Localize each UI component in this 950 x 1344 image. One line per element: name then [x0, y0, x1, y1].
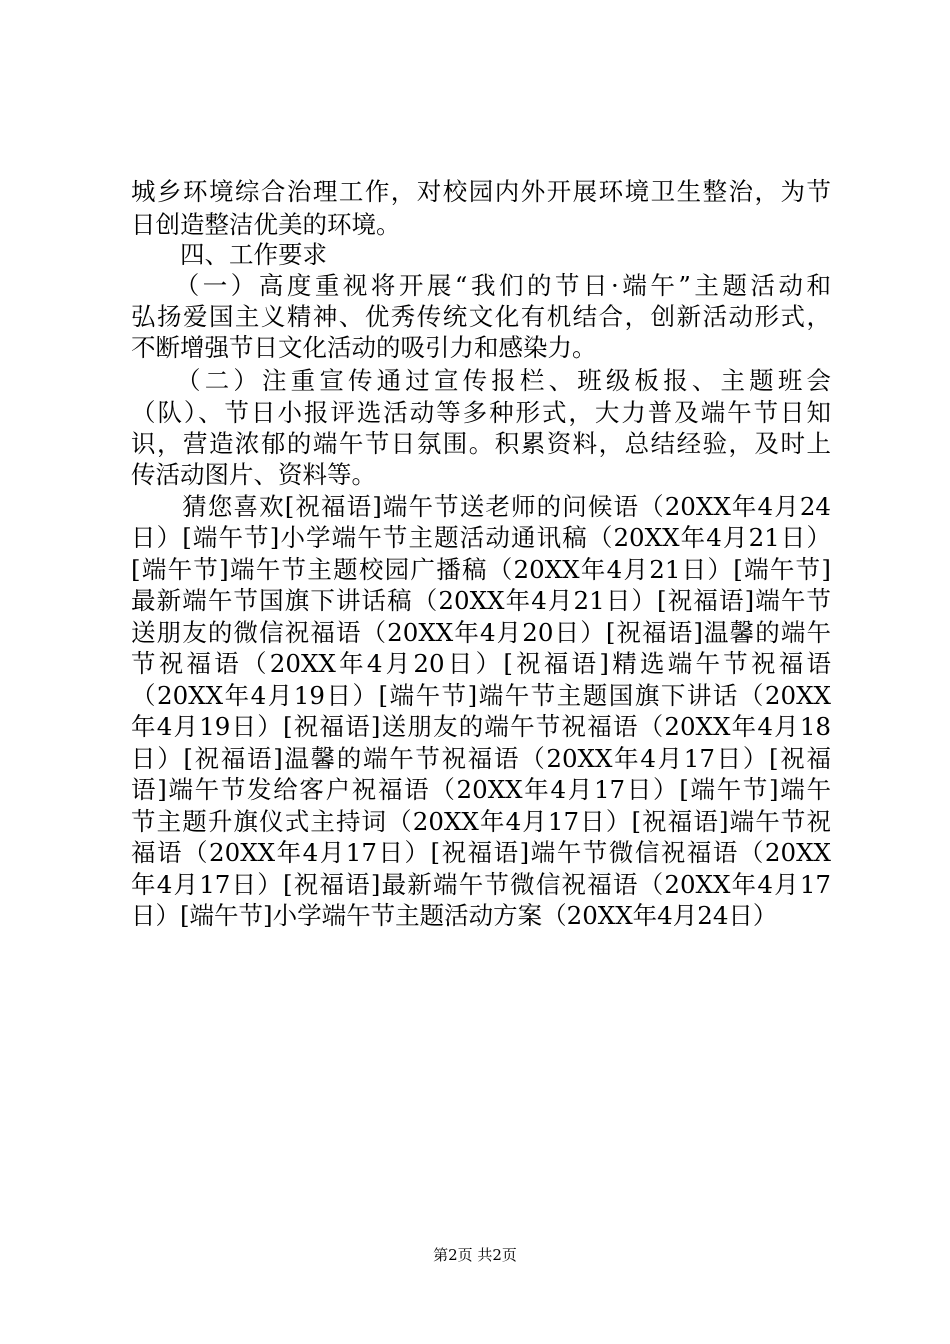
body-line: 日创造整洁优美的环境。 [131, 210, 401, 239]
related-articles-line: （20XX年4月19日）[端午节]端午节主题国旗下讲话（20XX [131, 681, 831, 710]
body-line: 弘扬爱国主义精神、优秀传统文化有机结合，创新活动形式， [131, 302, 831, 331]
section-heading: 四、工作要求 [131, 240, 327, 269]
related-articles-line: 语]端午节发给客户祝福语（20XX年4月17日）[端午节]端午 [131, 775, 831, 804]
body-line: 识，营造浓郁的端午节日氛围。积累资料，总结经验，及时上 [131, 429, 831, 458]
body-line: （二）注重宣传通过宣传报栏、班级板报、主题班会 [131, 366, 831, 395]
related-articles-line: 日）[祝福语]温馨的端午节祝福语（20XX年4月17日）[祝福 [131, 744, 831, 773]
body-line: 不断增强节日文化活动的吸引力和感染力。 [131, 333, 597, 362]
body-line: 传活动图片、资料等。 [131, 460, 376, 489]
related-articles-line: 最新端午节国旗下讲话稿（20XX年4月21日）[祝福语]端午节 [131, 586, 831, 615]
body-line: （一）高度重视将开展“我们的节日·端午”主题活动和 [131, 271, 831, 300]
related-articles-line: 猜您喜欢[祝福语]端午节送老师的问候语（20XX年4月24 [131, 492, 831, 521]
related-articles-line: 日）[端午节]小学端午节主题活动方案（20XX年4月24日） [131, 901, 778, 930]
page-number-footer: 第2页 共2页 [433, 1246, 517, 1264]
related-articles-line: 年4月17日）[祝福语]最新端午节微信祝福语（20XX年4月17 [131, 870, 831, 899]
related-articles-line: 送朋友的微信祝福语（20XX年4月20日）[祝福语]温馨的端午 [131, 618, 831, 647]
related-articles-line: 年4月19日）[祝福语]送朋友的端午节祝福语（20XX年4月18 [131, 712, 831, 741]
related-articles-line: [端午节]端午节主题校园广播稿（20XX年4月21日）[端午节] [131, 555, 831, 584]
related-articles-line: 节祝福语（20XX年4月20日）[祝福语]精选端午节祝福语 [131, 649, 831, 678]
related-articles-line: 节主题升旗仪式主持词（20XX年4月17日）[祝福语]端午节祝 [131, 807, 831, 836]
related-articles-line: 福语（20XX年4月17日）[祝福语]端午节微信祝福语（20XX [131, 838, 831, 867]
body-line: 城乡环境综合治理工作，对校园内外开展环境卫生整治，为节 [131, 177, 831, 206]
body-line: （队）、节日小报评选活动等多种形式，大力普及端午节日知 [131, 398, 831, 427]
related-articles-line: 日）[端午节]小学端午节主题活动通讯稿（20XX年4月21日） [131, 523, 831, 552]
